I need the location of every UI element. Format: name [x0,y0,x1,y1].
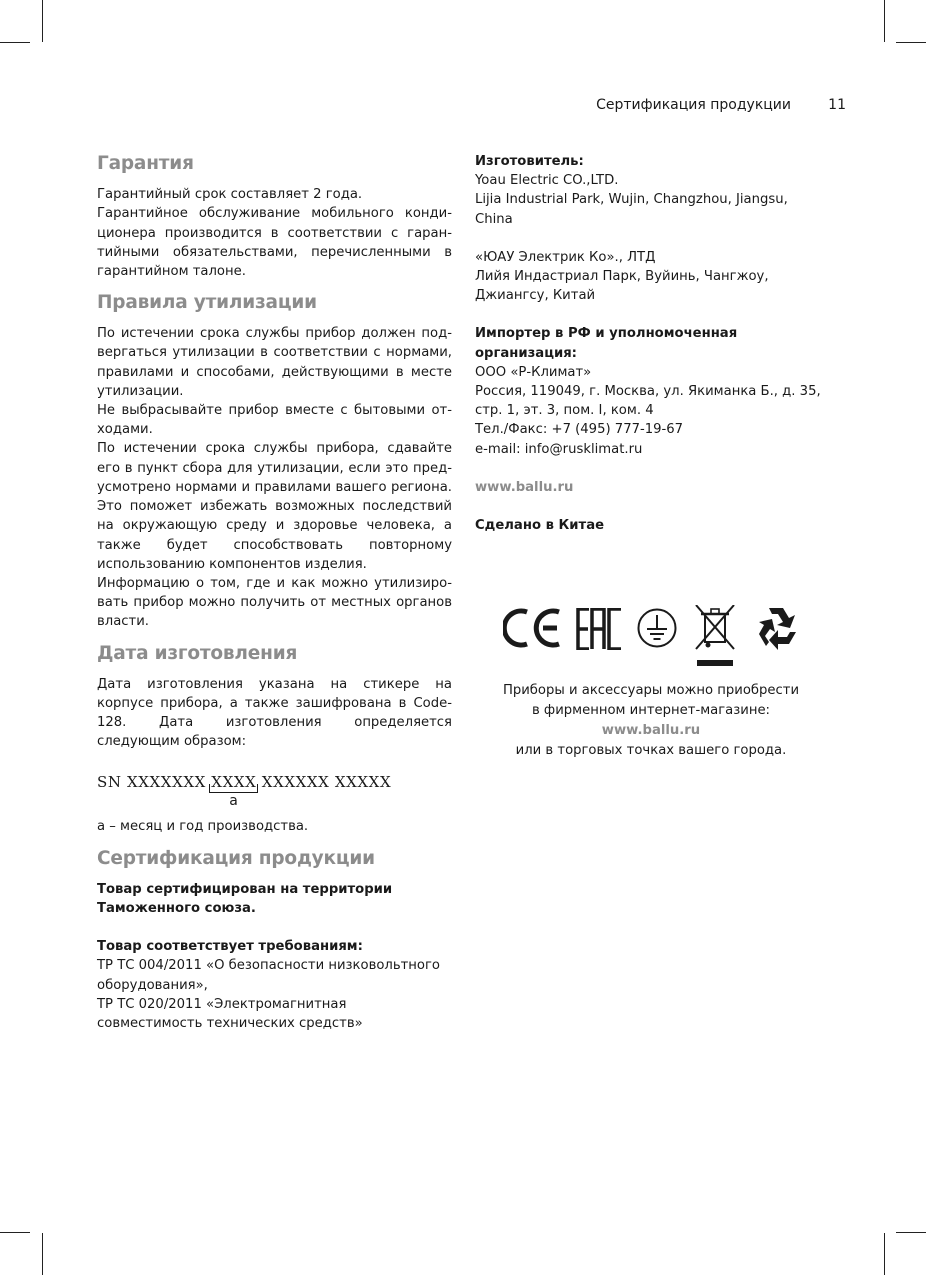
crop-mark [0,1232,30,1233]
made-in-label: Сделано в Китае [475,518,605,534]
sn-prefix: SN XXXXXXX [97,773,212,792]
customs-union-statement: Товар сертифицирован на территории Таможенного союза. [97,881,393,916]
eac-mark-icon [576,608,622,650]
importer-address: Россия, 119049, г. Москва, ул. Якиманка Б., д. 35, стр. 1, эт. 3, пом. I, ком. 4 [475,384,821,419]
shop-info [478,681,824,761]
crop-mark [896,42,926,43]
importer-label: Импортер в РФ и уполномоченная организация: [475,326,738,361]
shop-line-1: Приборы и аксессуары можно приобрести [502,683,800,698]
disposal-paragraph: По истечении срока службы прибора, сдавайте его в пункт сбора для утилизации, если это предусмотрено нормами и правилами вашего региона. Это поможет избежать возможных последствий на окружающую среду и здоровье человека, а также будет способствовать повторному использованию компонентов изделия. [97,441,452,572]
recycle-icon [752,605,800,651]
manufacturer-name-ru: «ЮАУ Электрик Ко»., ЛТД [475,249,656,265]
right-column [475,152,825,535]
importer-name: ООО «Р-Климат» [475,364,592,380]
disposal-paragraph: По истечении срока службы прибор должен подвергаться утилизации в соответствии с нормами, правилами и способами, действующими в месте утилизации. [97,326,452,399]
sn-suffix: XXXXXX XXXXX [256,773,392,792]
warranty-heading: Гарантия [97,153,194,174]
disposal-heading: Правила утилизации [97,292,317,314]
manufacturer-label: Изготовитель: [475,154,584,169]
crop-mark [42,1233,43,1275]
warranty-section [97,152,452,281]
disposal-paragraph: Информацию о том, где и как можно утилизировать прибор можно получить от местных органов власти. [97,575,452,630]
crop-mark [0,42,30,43]
sn-date-code-text: XXXX [211,773,257,792]
manufacture-date-text: Дата изготовления указана на стикере на корпусе прибора, а также зашифрована в Code-128. Дата изготовления определяется следующим образом: [97,676,452,750]
warranty-service: Гарантийное обслуживание мобильного кондиционера производится в соответствии с гарантийными обязательствами, перечисленными в гарантийном талоне. [97,206,452,279]
certification-heading: Сертификация продукции [97,847,375,869]
manufacturer-address-en: Lijia Industrial Park, Wujin, Changzhou, Jiangsu, China [475,192,788,227]
manufacturer-name-en: Yoau Electric CO.,LTD. [475,173,619,189]
crop-mark [42,0,43,42]
sn-bracket [209,784,258,793]
shop-line-3: или в торговых точках вашего города. [515,743,787,758]
importer-email: e-mail: info@rusklimat.ru [475,441,643,457]
crop-mark [884,1233,885,1275]
sn-marker-letter: a [229,793,239,810]
ce-mark-icon [503,606,563,650]
crop-mark [884,0,885,42]
shop-website-link[interactable]: www.ballu.ru [601,723,701,738]
requirement-line: ТР ТС 020/2011 «Электромагнитная совместимость технических средств» [97,996,363,1031]
running-header-title: Сертификация продукции [596,97,791,113]
sn-legend: а – месяц и год производства. [97,819,309,835]
certification-marks [500,603,800,667]
shop-line-2: в фирменном интернет-магазине: [531,703,771,718]
website-link[interactable]: www.ballu.ru [475,479,574,495]
requirements-label: Товар соответствует требованиям: [97,939,363,955]
ground-symbol-icon [636,607,678,649]
disposal-section [97,291,452,631]
disposal-paragraph: Не выбрасывайте прибор вместе с бытовыми отходами. [97,403,452,438]
sn-date-code [211,773,257,810]
page-number: 11 [828,97,846,113]
crop-mark [896,1232,926,1233]
manufacturer-address-ru: Лийя Индастриал Парк, Вуйинь, Чангжоу, Джиангсу, Китай [475,269,769,304]
serial-number-format [97,773,452,810]
serial-number-diagram [97,773,452,817]
left-column [97,152,452,1043]
requirement-line: ТР ТС 004/2011 «О безопасности низковольтного оборудования», [97,958,440,993]
weee-bin-icon [693,605,737,667]
importer-phone: Тел./Факс: +7 (495) 777-19-67 [475,422,684,438]
manufacture-date-section [97,642,452,837]
manufacture-date-heading: Дата изготовления [97,642,298,664]
certification-section [97,847,452,1034]
warranty-period: Гарантийный срок составляет 2 года. [97,187,363,203]
